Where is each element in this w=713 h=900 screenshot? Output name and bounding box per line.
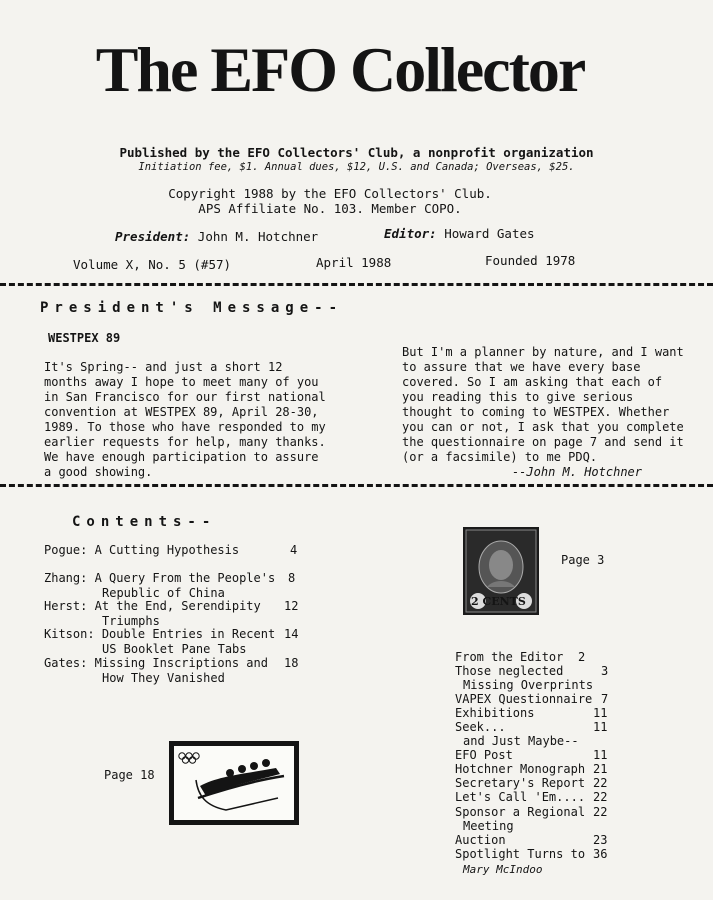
masthead-title: The EFO Collector [95, 34, 585, 105]
department-item[interactable]: Hotchner Monograph [455, 762, 586, 776]
message-line: you can or not, I ask that you complete [402, 420, 684, 434]
article-item[interactable] [44, 543, 239, 558]
message-left-column [44, 360, 364, 480]
department-item[interactable]: Exhibitions [455, 706, 535, 720]
message-line: in San Francisco for our first national [44, 390, 326, 404]
editor-name: Howard Gates [444, 226, 535, 241]
divider-bottom [0, 484, 713, 487]
department-item[interactable]: Let's Call 'Em.... [455, 790, 586, 804]
article-author: Herst: [44, 599, 88, 613]
article-page: 12 [284, 599, 299, 613]
article-author: Gates: [44, 656, 88, 670]
department-page: 22 [593, 805, 608, 819]
presidents-message-heading: President's Message-- [40, 300, 344, 316]
publisher-line: Published by the EFO Collectors' Club, a nonprofit organization [119, 145, 594, 160]
fees-line: Initiation fee, $1. Annual dues, $12, U.S. and Canada; Overseas, $25. [138, 161, 575, 173]
article-page: 8 [288, 571, 296, 585]
message-signature: --John M. Hotchner [511, 465, 642, 479]
affiliate-line: APS Affiliate No. 103. Member COPO. [198, 201, 462, 216]
article-title: At the End, Serendipity [94, 599, 261, 613]
article-title-cont: Republic of China [102, 586, 225, 600]
department-page: 11 [593, 748, 608, 762]
department-item[interactable]: VAPEX Questionnaire [455, 692, 593, 706]
department-item[interactable]: EFO Post [455, 748, 513, 762]
department-item[interactable]: Those neglected [455, 664, 564, 678]
department-item[interactable]: From the Editor [455, 650, 564, 664]
article-page: 18 [284, 656, 299, 670]
message-line: convention at WESTPEX 89, April 28-30, [44, 405, 319, 419]
message-line: But I'm a planner by nature, and I want [402, 345, 684, 359]
message-line: covered. So I am asking that each of [402, 375, 663, 389]
department-page: 21 [593, 762, 608, 776]
editor-label: Editor: [384, 226, 437, 241]
message-line: (or a facsimile) to me PDQ. [402, 450, 598, 464]
department-page: 22 [593, 776, 608, 790]
editor-credit [384, 226, 535, 241]
message-line: It's Spring-- and just a short 12 [44, 360, 283, 374]
department-page: 36 [593, 847, 608, 861]
article-title: A Query From the People's [94, 571, 276, 585]
department-item[interactable]: Secretary's Report [455, 776, 586, 790]
department-page: 11 [593, 720, 608, 734]
article-title: Double Entries in Recent [101, 627, 276, 641]
stamp-denomination: 2 CENTS [471, 595, 526, 608]
washington-stamp-image [463, 527, 539, 615]
message-line: 1989. To those who have responded to my [44, 420, 326, 434]
message-line: to assure that we have every base [402, 360, 641, 374]
department-page: 23 [593, 833, 608, 847]
article-title: A Cutting Hypothesis [94, 543, 240, 557]
department-page: 2 [578, 650, 586, 664]
department-page: 7 [601, 692, 609, 706]
article-title-cont: Triumphs [102, 614, 160, 628]
article-author: Zhang: [44, 571, 88, 585]
department-page: 3 [601, 664, 609, 678]
message-line: months away I hope to meet many of you [44, 375, 319, 389]
article-page: 14 [284, 627, 299, 641]
department-item-cont: and Just Maybe-- [463, 734, 579, 748]
president-credit [115, 229, 318, 244]
article-item[interactable] [44, 627, 275, 642]
message-line: earlier requests for help, many thanks. [44, 435, 326, 449]
message-line: thought to coming to WESTPEX. Whether [402, 405, 670, 419]
divider-top [0, 283, 713, 286]
article-item[interactable] [44, 571, 275, 586]
article-author: Kitson: [44, 627, 95, 641]
message-right-column [402, 345, 702, 480]
founded-year: Founded 1978 [485, 253, 576, 268]
department-item-cont: Meeting [463, 819, 514, 833]
department-item[interactable]: Seek... [455, 720, 506, 734]
westpex-subheading: WESTPEX 89 [48, 331, 121, 345]
article-author: Pogue: [44, 543, 88, 557]
president-name: John M. Hotchner [197, 229, 319, 244]
article-item[interactable] [44, 656, 268, 671]
department-item[interactable]: Auction [455, 833, 506, 847]
article-title-cont: How They Vanished [102, 671, 225, 685]
article-title-cont: US Booklet Pane Tabs [102, 642, 247, 656]
olympic-stamp-image [168, 740, 300, 826]
article-page: 4 [290, 543, 298, 557]
message-line: We have enough participation to assure [44, 450, 319, 464]
stamp-left-caption: Page 18 [104, 768, 155, 782]
article-item[interactable] [44, 599, 261, 614]
department-item-cont: Mary McIndoo [463, 863, 543, 876]
message-line: a good showing. [44, 465, 153, 479]
copyright-line: Copyright 1988 by the EFO Collectors' Club. [168, 186, 492, 201]
stamp-right-caption: Page 3 [561, 553, 605, 567]
president-label: President: [115, 229, 191, 244]
department-item[interactable]: Spotlight Turns to [455, 847, 586, 861]
issue-date: April 1988 [316, 255, 392, 270]
department-page: 22 [593, 790, 608, 804]
article-title: Missing Inscriptions and [94, 656, 268, 670]
message-line: you reading this to give serious [402, 390, 634, 404]
contents-heading: Contents-- [72, 514, 217, 530]
department-item[interactable]: Sponsor a Regional [455, 805, 586, 819]
volume-number: Volume X, No. 5 (#57) [73, 257, 232, 272]
department-page: 11 [593, 706, 608, 720]
department-item-cont: Missing Overprints [463, 678, 594, 692]
message-line: the questionnaire on page 7 and send it [402, 435, 684, 449]
